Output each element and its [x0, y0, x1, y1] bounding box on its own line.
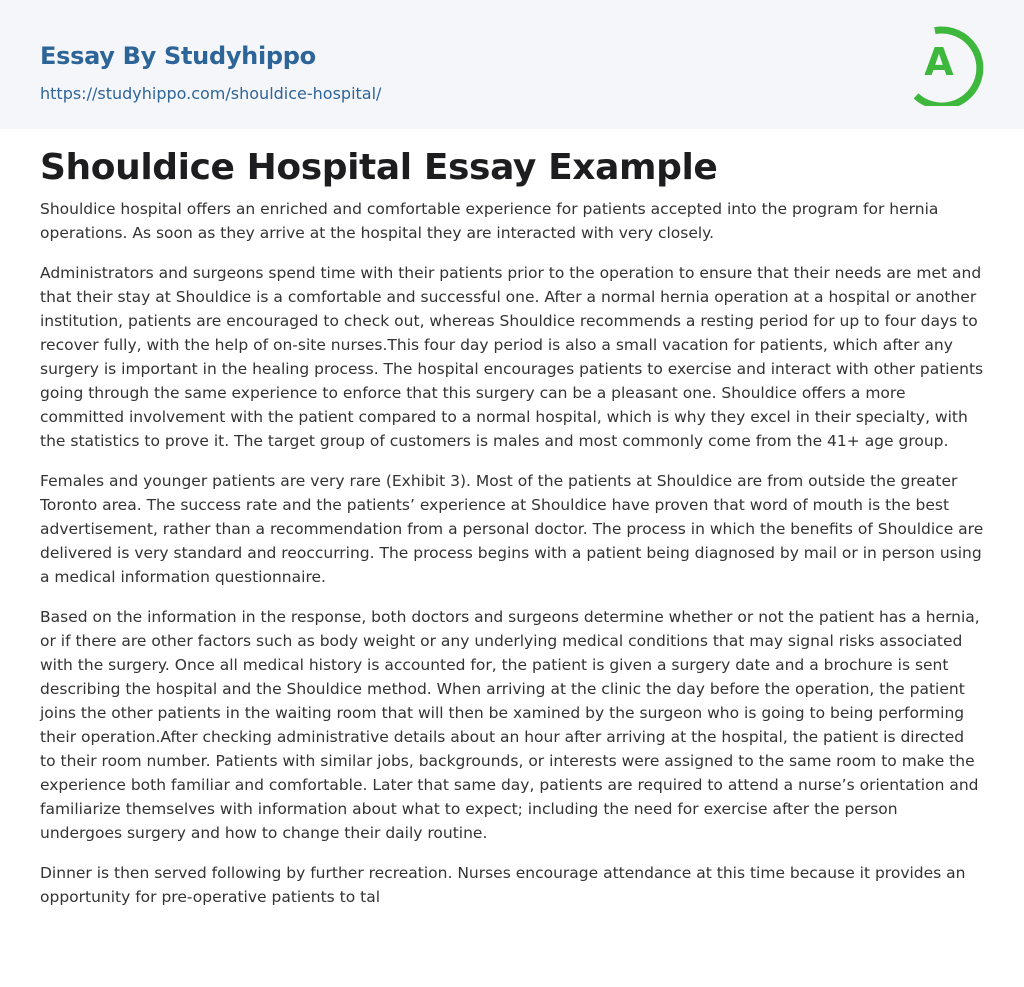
brand-title[interactable]: Essay By Studyhippo — [40, 42, 316, 70]
site-header — [0, 0, 1024, 129]
article-body — [0, 129, 1024, 909]
article-paragraph: Administrators and surgeons spend time with their patients prior to the operation to ensure that their needs are met and that their stay at Shouldice is a comfortable and successful one. After a normal hernia operation at a hospital or another institution, patients are encouraged to check out, whereas Shouldice recommends a resting period for up to four days to recover fully, with the help of on-site nurses.This four day period is also a small vacation for patients, which after any surgery is important in the healing process. The hospital encourages patients to exercise and interact with other patients going through the same experience to enforce that this surgery can be a pleasant one. Shouldice offers a more committed involvement with the patient compared to a normal hospital, which is why they excel in their specialty, with the statistics to prove it. The target group of customers is males and most commonly come from the 41+ age group. — [40, 264, 984, 450]
studyhippo-logo-icon[interactable] — [910, 18, 988, 106]
article-paragraph: Females and younger patients are very rare (Exhibit 3). Most of the patients at Shouldice are from outside the greater Toronto area. The success rate and the patients’ experience at Shouldice have proven that word of mouth is the best advertisement, rather than a recommendation from a personal doctor. The process in which the benefits of Shouldice are delivered is very standard and reoccurring. The process begins with a patient being diagnosed by mail or in person using a medical information questionnaire. — [40, 472, 984, 586]
source-url-link[interactable]: https://studyhippo.com/shouldice-hospital/ — [40, 84, 382, 103]
article-paragraph: Based on the information in the response, both doctors and surgeons determine whether or not the patient has a hernia, or if there are other factors such as body weight or any underlying medical conditions that may signal risks associated with the surgery. Once all medical history is accounted for, the patient is given a surgery date and a brochure is sent describing the hospital and the Shouldice method. When arriving at the clinic the day before the operation, the patient joins the other patients in the waiting room that will then be xamined by the surgeon who is going to being performing their operation.After checking administrative details about an hour after arriving at the hospital, the patient is directed to their room number. Patients with similar jobs, backgrounds, or interests were assigned to the same room to make the experience both familiar and comfortable. Later that same day, patients are required to attend a nurse’s orientation and familiarize themselves with information about what to expect; including the need for exercise after the person undergoes surgery and how to change their daily routine. — [40, 608, 980, 842]
article-paragraph: Shouldice hospital offers an enriched and comfortable experience for patients accepted into the program for hernia operations. As soon as they arrive at the hospital they are interacted with very closely. — [40, 200, 939, 242]
logo-letter: A — [924, 40, 954, 84]
article-paragraph: Dinner is then served following by further recreation. Nurses encourage attendance at this time because it provides an opportunity for pre-operative patients to tal — [40, 864, 966, 906]
page-title: Shouldice Hospital Essay Example — [40, 147, 718, 188]
